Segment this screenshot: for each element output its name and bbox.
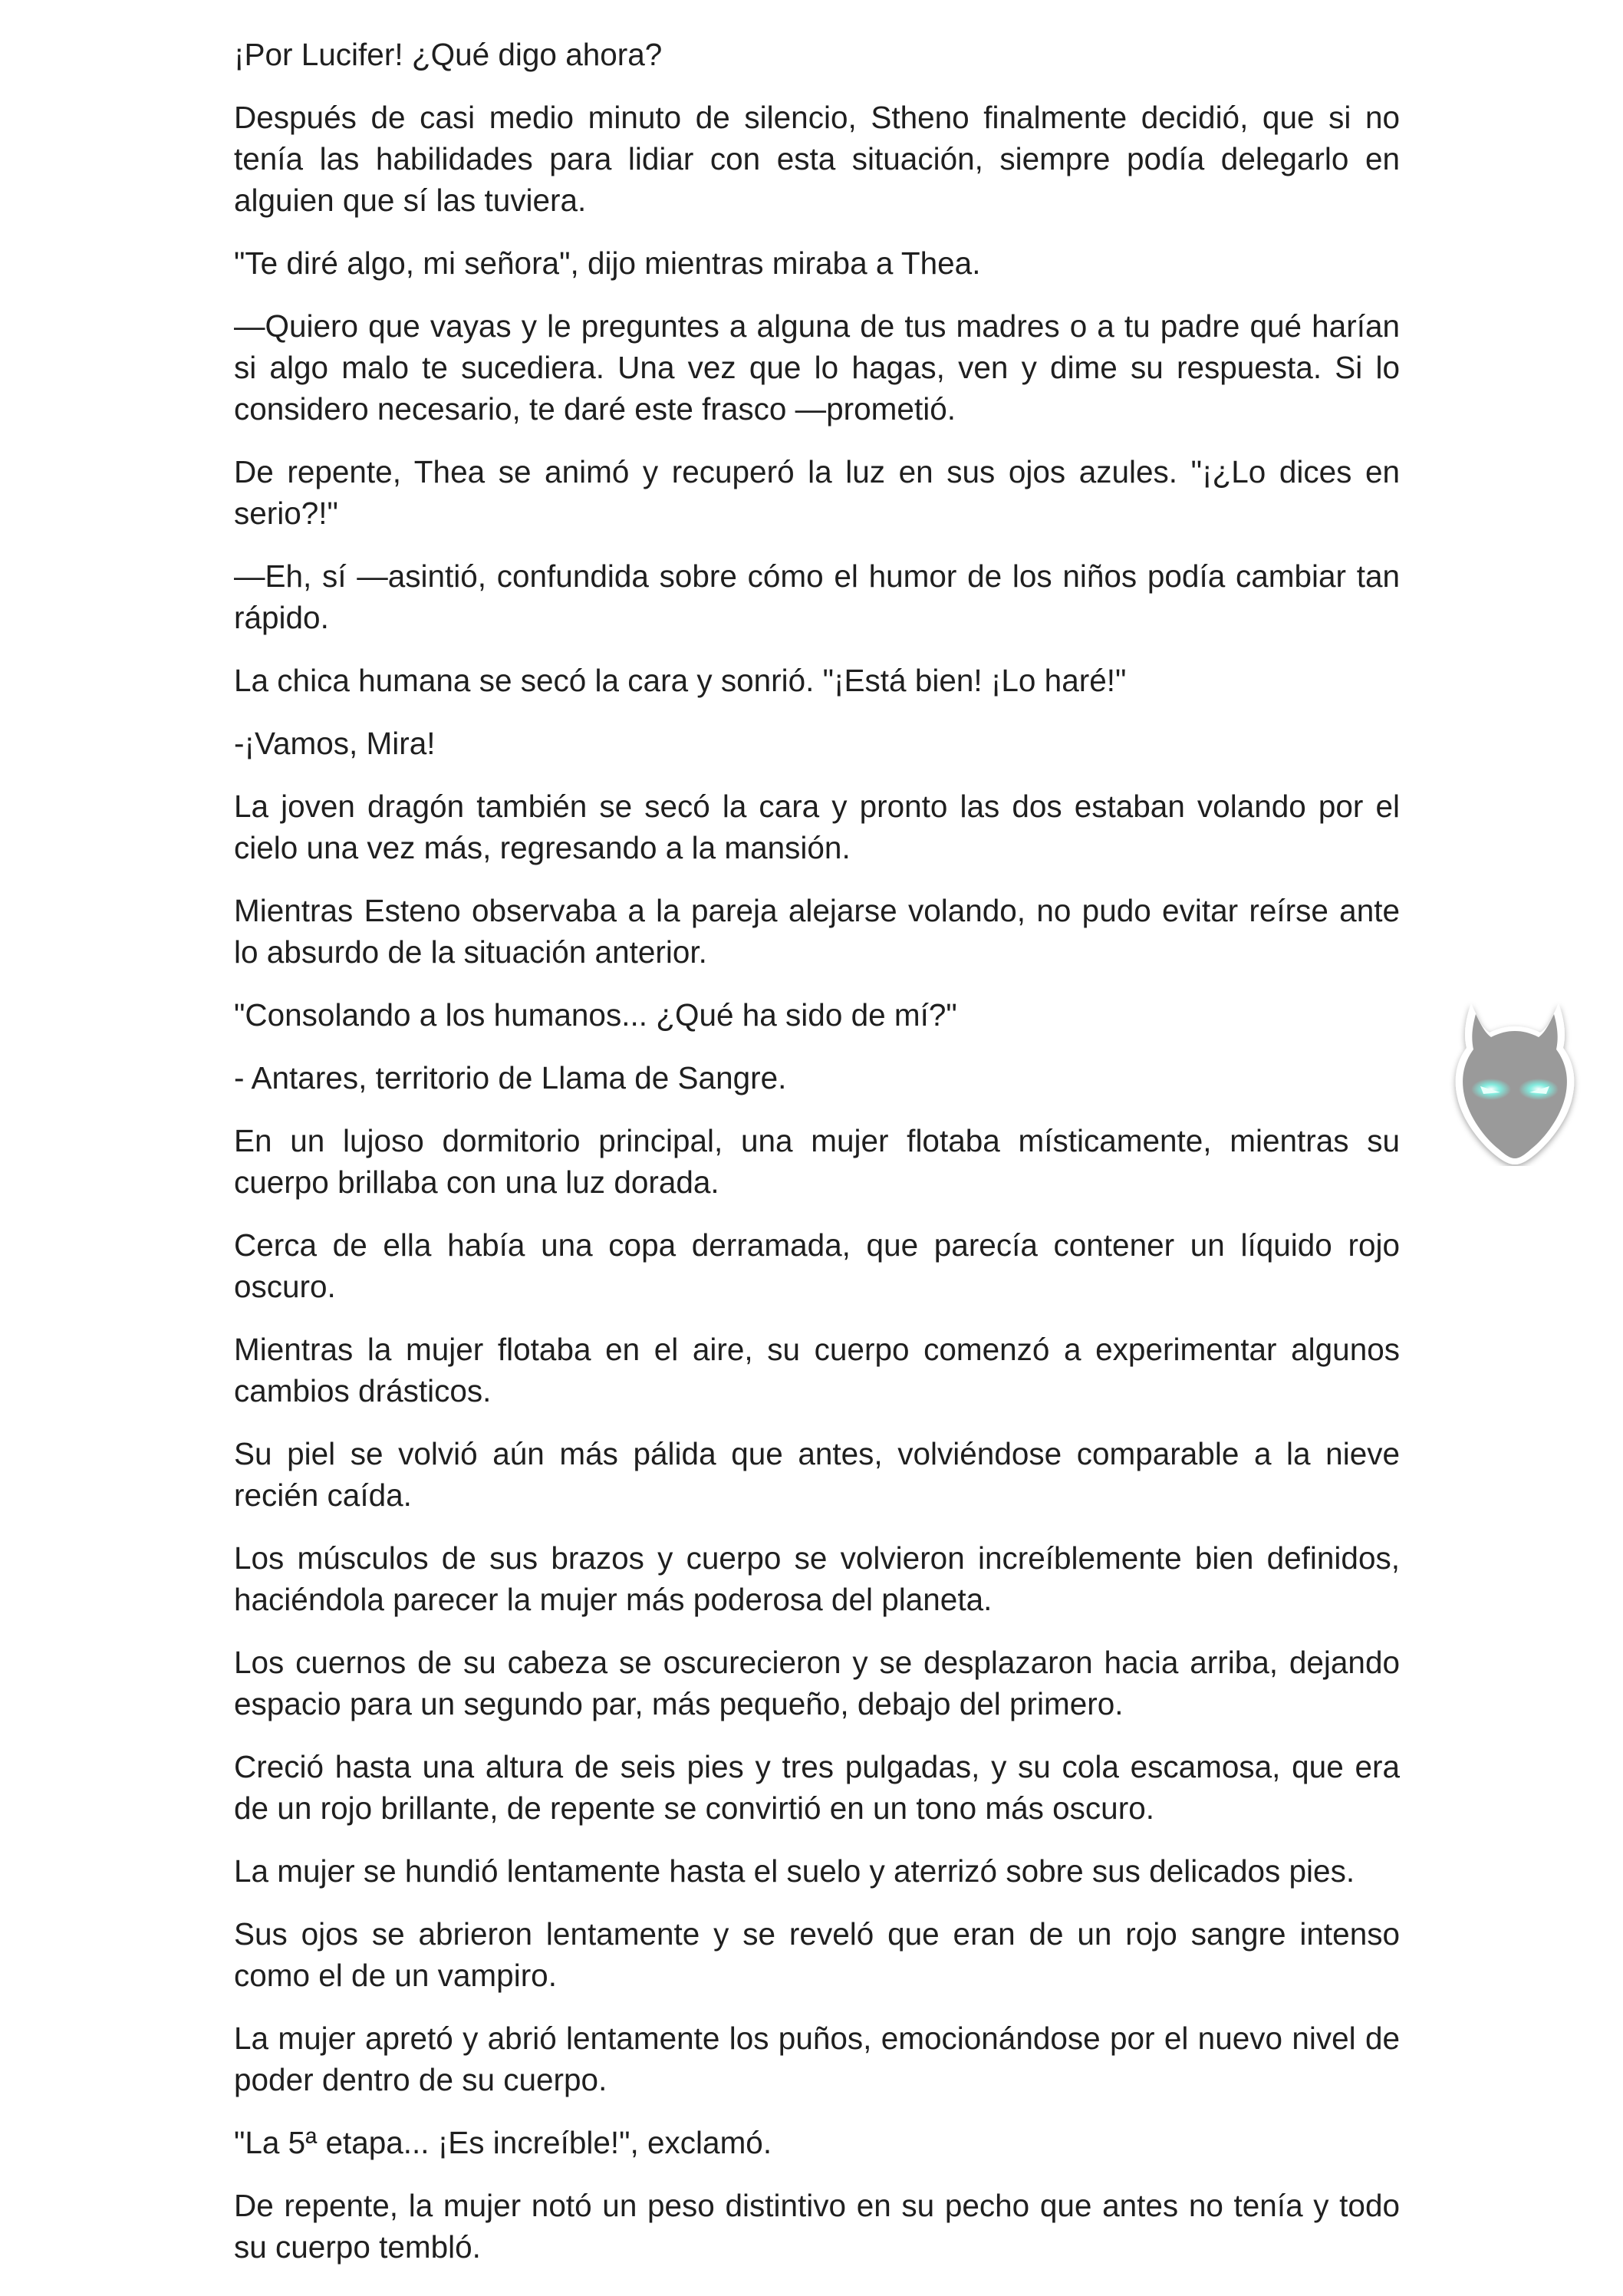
paragraph: Mientras Esteno observaba a la pareja alejarse volando, no pudo evitar reírse ante lo absurdo de la situación anterior. xyxy=(234,893,1400,970)
paragraph: Después de casi medio minuto de silencio, Stheno finalmente decidió, que si no tenía las habilidades para lidiar con esta situación, siempre podía delegarlo en alguien que sí las tuviera. xyxy=(234,100,1400,218)
paragraph: Mientras la mujer flotaba en el aire, su cuerpo comenzó a experimentar algunos cambios drásticos. xyxy=(234,1332,1400,1408)
paragraph: La chica humana se secó la cara y sonrió. "¡Está bien! ¡Lo haré!" xyxy=(234,663,1127,698)
paragraph: Creció hasta una altura de seis pies y tres pulgadas, y su cola escamosa, que era de un rojo brillante, de repente se convirtió en un tono más oscuro. xyxy=(234,1749,1400,1826)
paragraph: La joven dragón también se secó la cara y pronto las dos estaban volando por el cielo una vez más, regresando a la mansión. xyxy=(234,789,1400,865)
document-page xyxy=(234,34,1400,2289)
paragraph: De repente, Thea se animó y recuperó la luz en sus ojos azules. "¡¿Lo dices en serio?!" xyxy=(234,454,1400,531)
paragraph: —Eh, sí —asintió, confundida sobre cómo el humor de los niños podía cambiar tan rápido. xyxy=(234,558,1400,635)
horned-demon-head-icon xyxy=(1442,997,1588,1166)
paragraph: Los músculos de sus brazos y cuerpo se volvieron increíblemente bien definidos, haciéndola parecer la mujer más poderosa del planeta. xyxy=(234,1540,1400,1617)
paragraph: De repente, la mujer notó un peso distintivo en su pecho que antes no tenía y todo su cuerpo tembló. xyxy=(234,2188,1400,2265)
paragraph: -¡Vamos, Mira! xyxy=(234,726,436,761)
paragraph: La mujer se hundió lentamente hasta el suelo y aterrizó sobre sus delicados pies. xyxy=(234,1853,1355,1889)
paragraph: "Consolando a los humanos... ¿Qué ha sido de mí?" xyxy=(234,997,957,1033)
paragraph: Los cuernos de su cabeza se oscurecieron y se desplazaron hacia arriba, dejando espacio para un segundo par, más pequeño, debajo del primero. xyxy=(234,1645,1400,1721)
paragraph: La mujer apretó y abrió lentamente los puños, emocionándose por el nuevo nivel de poder dentro de su cuerpo. xyxy=(234,2021,1400,2097)
paragraph: "Te diré algo, mi señora", dijo mientras miraba a Thea. xyxy=(234,245,981,281)
paragraph: —Quiero que vayas y le preguntes a alguna de tus madres o a tu padre qué harían si algo malo te sucediera. Una vez que lo hagas, ven y dime su respuesta. Si lo considero necesario, te daré este frasco —prometió. xyxy=(234,308,1400,427)
paragraph: Cerca de ella había una copa derramada, que parecía contener un líquido rojo oscuro. xyxy=(234,1227,1400,1304)
scene-heading: - Antares, territorio de Llama de Sangre. xyxy=(234,1060,787,1095)
paragraph: "La 5ª etapa... ¡Es increíble!", exclamó. xyxy=(234,2125,772,2160)
paragraph: Su piel se volvió aún más pálida que antes, volviéndose comparable a la nieve recién caída. xyxy=(234,1436,1400,1513)
paragraph: ¡Por Lucifer! ¿Qué digo ahora? xyxy=(234,37,663,72)
paragraph: Sus ojos se abrieron lentamente y se reveló que eran de un rojo sangre intenso como el de un vampiro. xyxy=(234,1916,1400,1993)
paragraph: En un lujoso dormitorio principal, una mujer flotaba místicamente, mientras su cuerpo brillaba con una luz dorada. xyxy=(234,1123,1400,1200)
